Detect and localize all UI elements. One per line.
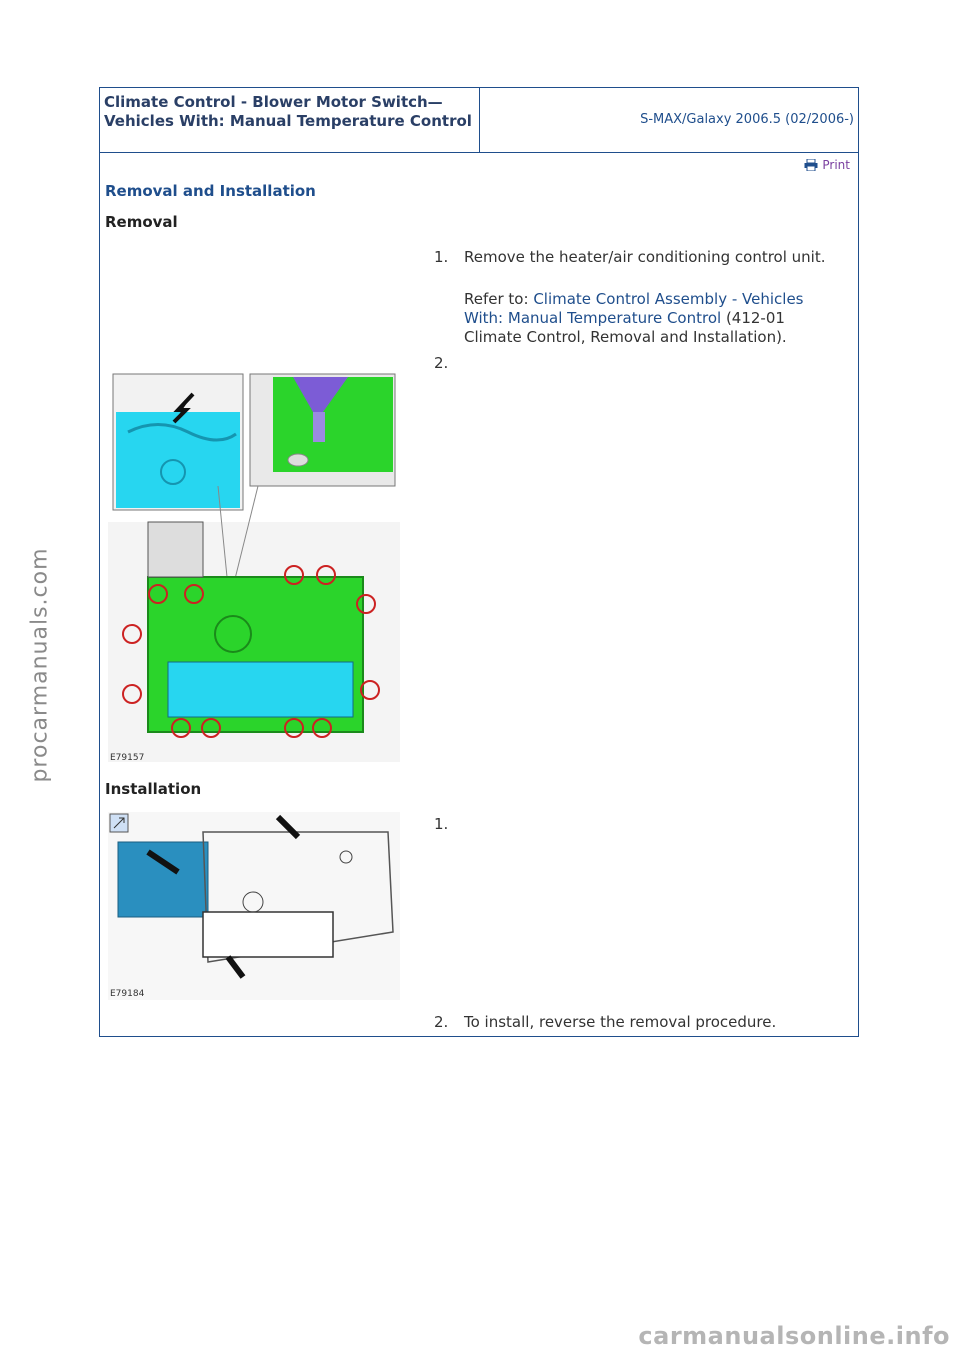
document-frame — [99, 87, 859, 1037]
print-button[interactable] — [804, 158, 850, 172]
step-text: To install, reverse the removal procedure. — [464, 1013, 777, 1031]
refer-text — [464, 290, 844, 347]
refer-link[interactable]: Climate Control Assembly - Vehicles With: Manual Temperature Control — [464, 290, 804, 327]
section-title: Removal and Installation — [105, 182, 316, 200]
figure-label: E79184 — [110, 989, 145, 999]
header-row — [100, 88, 858, 153]
installation-figure — [108, 812, 400, 1000]
step-number: 2. — [434, 1013, 449, 1031]
figure-label: E79157 — [110, 753, 145, 763]
refer-prefix: Refer to: — [464, 290, 534, 308]
removal-heading: Removal — [105, 213, 178, 231]
removal-figure — [108, 372, 400, 764]
step-text: Remove the heater/air conditioning control unit. — [464, 248, 826, 266]
refer-suffix: (412-01 Climate Control, Removal and Installation). — [464, 309, 787, 346]
print-label: Print — [822, 158, 850, 172]
watermark-left: procarmanuals.com — [27, 547, 53, 783]
watermark-bottom: carmanualsonline.info — [638, 1322, 950, 1350]
step-number: 1. — [434, 248, 449, 266]
step-number: 1. — [434, 815, 449, 833]
installation-heading: Installation — [105, 780, 202, 798]
page-title: Climate Control - Blower Motor Switch—Vehicles With: Manual Temperature Control — [100, 88, 480, 152]
printer-icon — [804, 159, 818, 171]
model-label: S-MAX/Galaxy 2006.5 (02/2006-) — [640, 112, 854, 127]
step-number: 2. — [434, 354, 449, 372]
